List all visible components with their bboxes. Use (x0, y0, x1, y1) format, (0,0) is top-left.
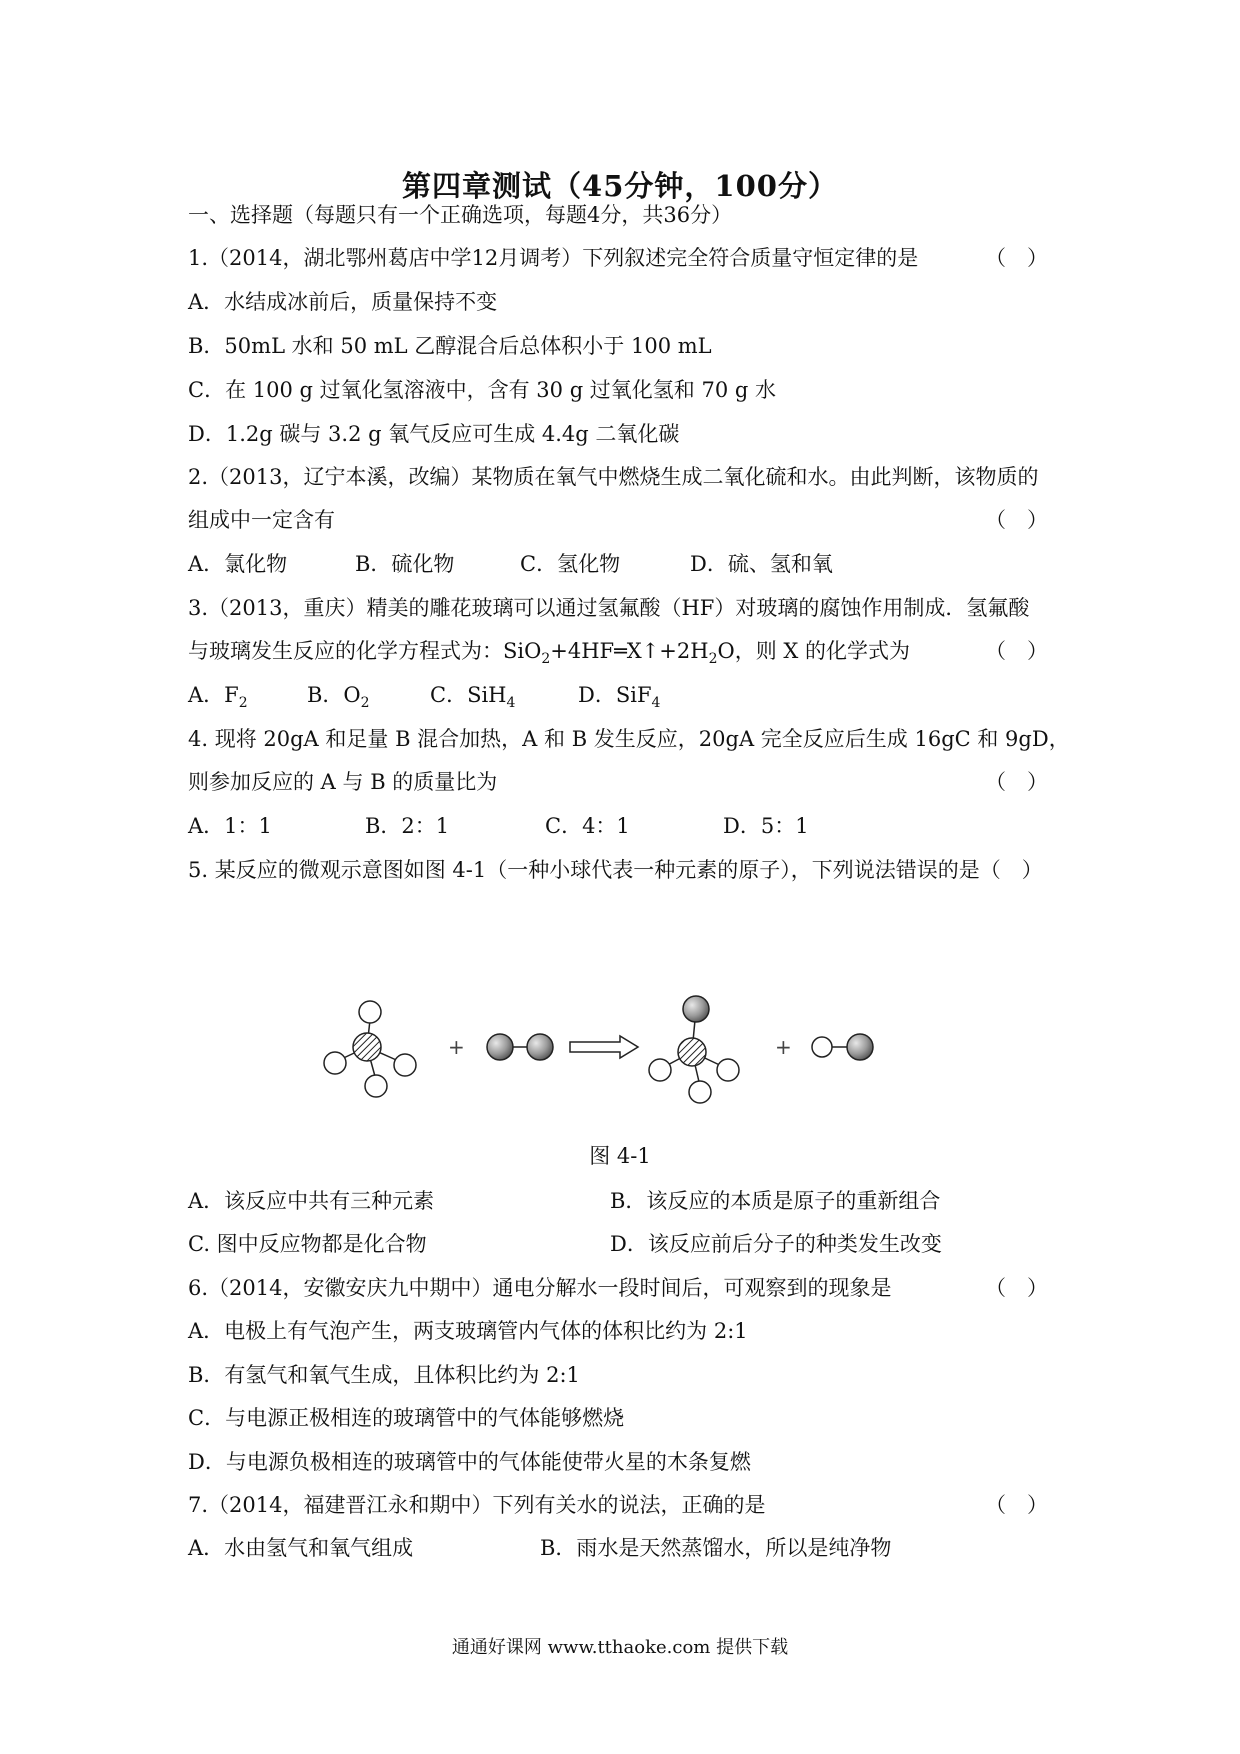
q1-option-c: C．在 100 g 过氧化氢溶液中，含有 30 g 过氧化氢和 70 g 水 (188, 378, 776, 402)
question-7-stem: 7.（2014，福建晋江永和期中）下列有关水的说法，正确的是 (188, 1493, 766, 1517)
question-2-stem-line1: 2.（2013，辽宁本溪，改编）某物质在氧气中燃烧生成二氧化硫和水。由此判断，该物质的 (188, 465, 1039, 489)
q5-option-c: C. 图中反应物都是化合物 (188, 1232, 427, 1256)
section-heading: 一、选择题（每题只有一个正确选项，每题4分，共36分） (188, 203, 733, 227)
q2-option-b: B．硫化物 (355, 552, 455, 576)
q2-option-d: D．硫、氢和氧 (690, 552, 833, 576)
q1-option-d: D．1.2g 碳与 3.2 g 氧气反应可生成 4.4g 二氧化碳 (188, 422, 680, 446)
answer-blank-7: （ ） (985, 1493, 1048, 1517)
q6-option-d: D．与电源负极相连的玻璃管中的气体能使带火星的木条复燃 (188, 1450, 751, 1474)
answer-blank-2: （ ） (985, 508, 1048, 532)
question-6-stem: 6.（2014，安徽安庆九中期中）通电分解水一段时间后，可观察到的现象是 (188, 1276, 892, 1300)
q4-option-d: D．5：1 (723, 814, 809, 838)
q3-option-b: B．$O_2$ (307, 683, 370, 712)
q1-option-a: A．水结成冰前后，质量保持不变 (188, 290, 498, 314)
reactant-molecule-1 (324, 1001, 416, 1097)
q7-option-b: B．雨水是天然蒸馏水，所以是纯净物 (540, 1536, 892, 1560)
figure-caption: 图 4-1 (589, 1144, 651, 1168)
plus-sign-2: + (775, 1035, 792, 1059)
q3-option-a: A．$F_2$ (188, 683, 248, 712)
page-footer: 通通好课网 www.tthaoke.com 提供下载 (451, 1637, 789, 1658)
reactant-molecule-2 (487, 1034, 553, 1060)
question-5-stem: 5. 某反应的微观示意图如图 4-1（一种小球代表一种元素的原子），下列说法错误的是（ ） (188, 858, 1043, 882)
question-4-stem-line2: 则参加反应的 A 与 B 的质量比为 (188, 770, 498, 794)
product-molecule-2 (812, 1034, 873, 1060)
q4-option-a: A．1：1 (188, 814, 272, 838)
q6-option-a: A．电极上有气泡产生，两支玻璃管内气体的体积比约为 2:1 (188, 1319, 748, 1343)
q7-option-a: A．水由氢气和氧气组成 (188, 1536, 414, 1560)
q3-sub-2b: 2 (708, 651, 718, 668)
question-4-stem-line1: 4. 现将 20gA 和足量 B 混合加热，A 和 B 发生反应，20gA 完全反应后生成 16gC 和 9gD， (188, 727, 1070, 751)
q1-option-b: B．50mL 水和 50 mL 乙醇混合后总体积小于 100 mL (188, 334, 712, 358)
q2-option-a: A．氯化物 (188, 552, 288, 576)
q2-option-c: C．氢化物 (520, 552, 621, 576)
question-2-stem-line2: 组成中一定含有 (188, 508, 335, 532)
q6-option-c: C．与电源正极相连的玻璃管中的气体能够燃烧 (188, 1406, 625, 1430)
answer-blank-4: （ ） (985, 770, 1048, 794)
product-molecule-1 (649, 996, 739, 1103)
answer-blank-6: （ ） (985, 1276, 1048, 1300)
q5-option-b: B．该反应的本质是原子的重新组合 (610, 1189, 941, 1213)
q4-option-c: C．4：1 (545, 814, 630, 838)
q3-equation-part2: +4HF═X↑+2H (550, 639, 709, 663)
reaction-diagram (310, 990, 930, 1120)
answer-blank-1: （ ） (985, 246, 1048, 270)
q3-equation-part1: 与玻璃发生反应的化学方程式为：SiO (188, 639, 542, 663)
q5-option-a: A．该反应中共有三种元素 (188, 1189, 435, 1213)
q3-equation-part3: O，则 X 的化学式为 (717, 639, 911, 663)
reaction-arrow (570, 1036, 638, 1058)
q4-option-b: B．2：1 (365, 814, 450, 838)
q3-sub-2a: 2 (541, 651, 551, 668)
q5-option-d: D．该反应前后分子的种类发生改变 (610, 1232, 942, 1256)
answer-blank-3: （ ） (985, 639, 1048, 663)
page-title: 第四章测试（45分钟，100分） (402, 169, 838, 203)
q3-option-d: D．SiF$_4$ (578, 683, 661, 712)
q6-option-b: B．有氢气和氧气生成，且体积比约为 2:1 (188, 1363, 580, 1387)
question-1-stem: 1.（2014，湖北鄂州葛店中学12月调考）下列叙述完全符合质量守恒定律的是 (188, 246, 919, 270)
q3-option-c: C．SiH$_4$ (430, 683, 516, 712)
question-3-stem-line2 (188, 636, 910, 674)
question-3-stem-line1: 3.（2013，重庆）精美的雕花玻璃可以通过氢氟酸（HF）对玻璃的腐蚀作用制成．氢氟酸 (188, 596, 1030, 620)
plus-sign-1: + (448, 1035, 465, 1059)
